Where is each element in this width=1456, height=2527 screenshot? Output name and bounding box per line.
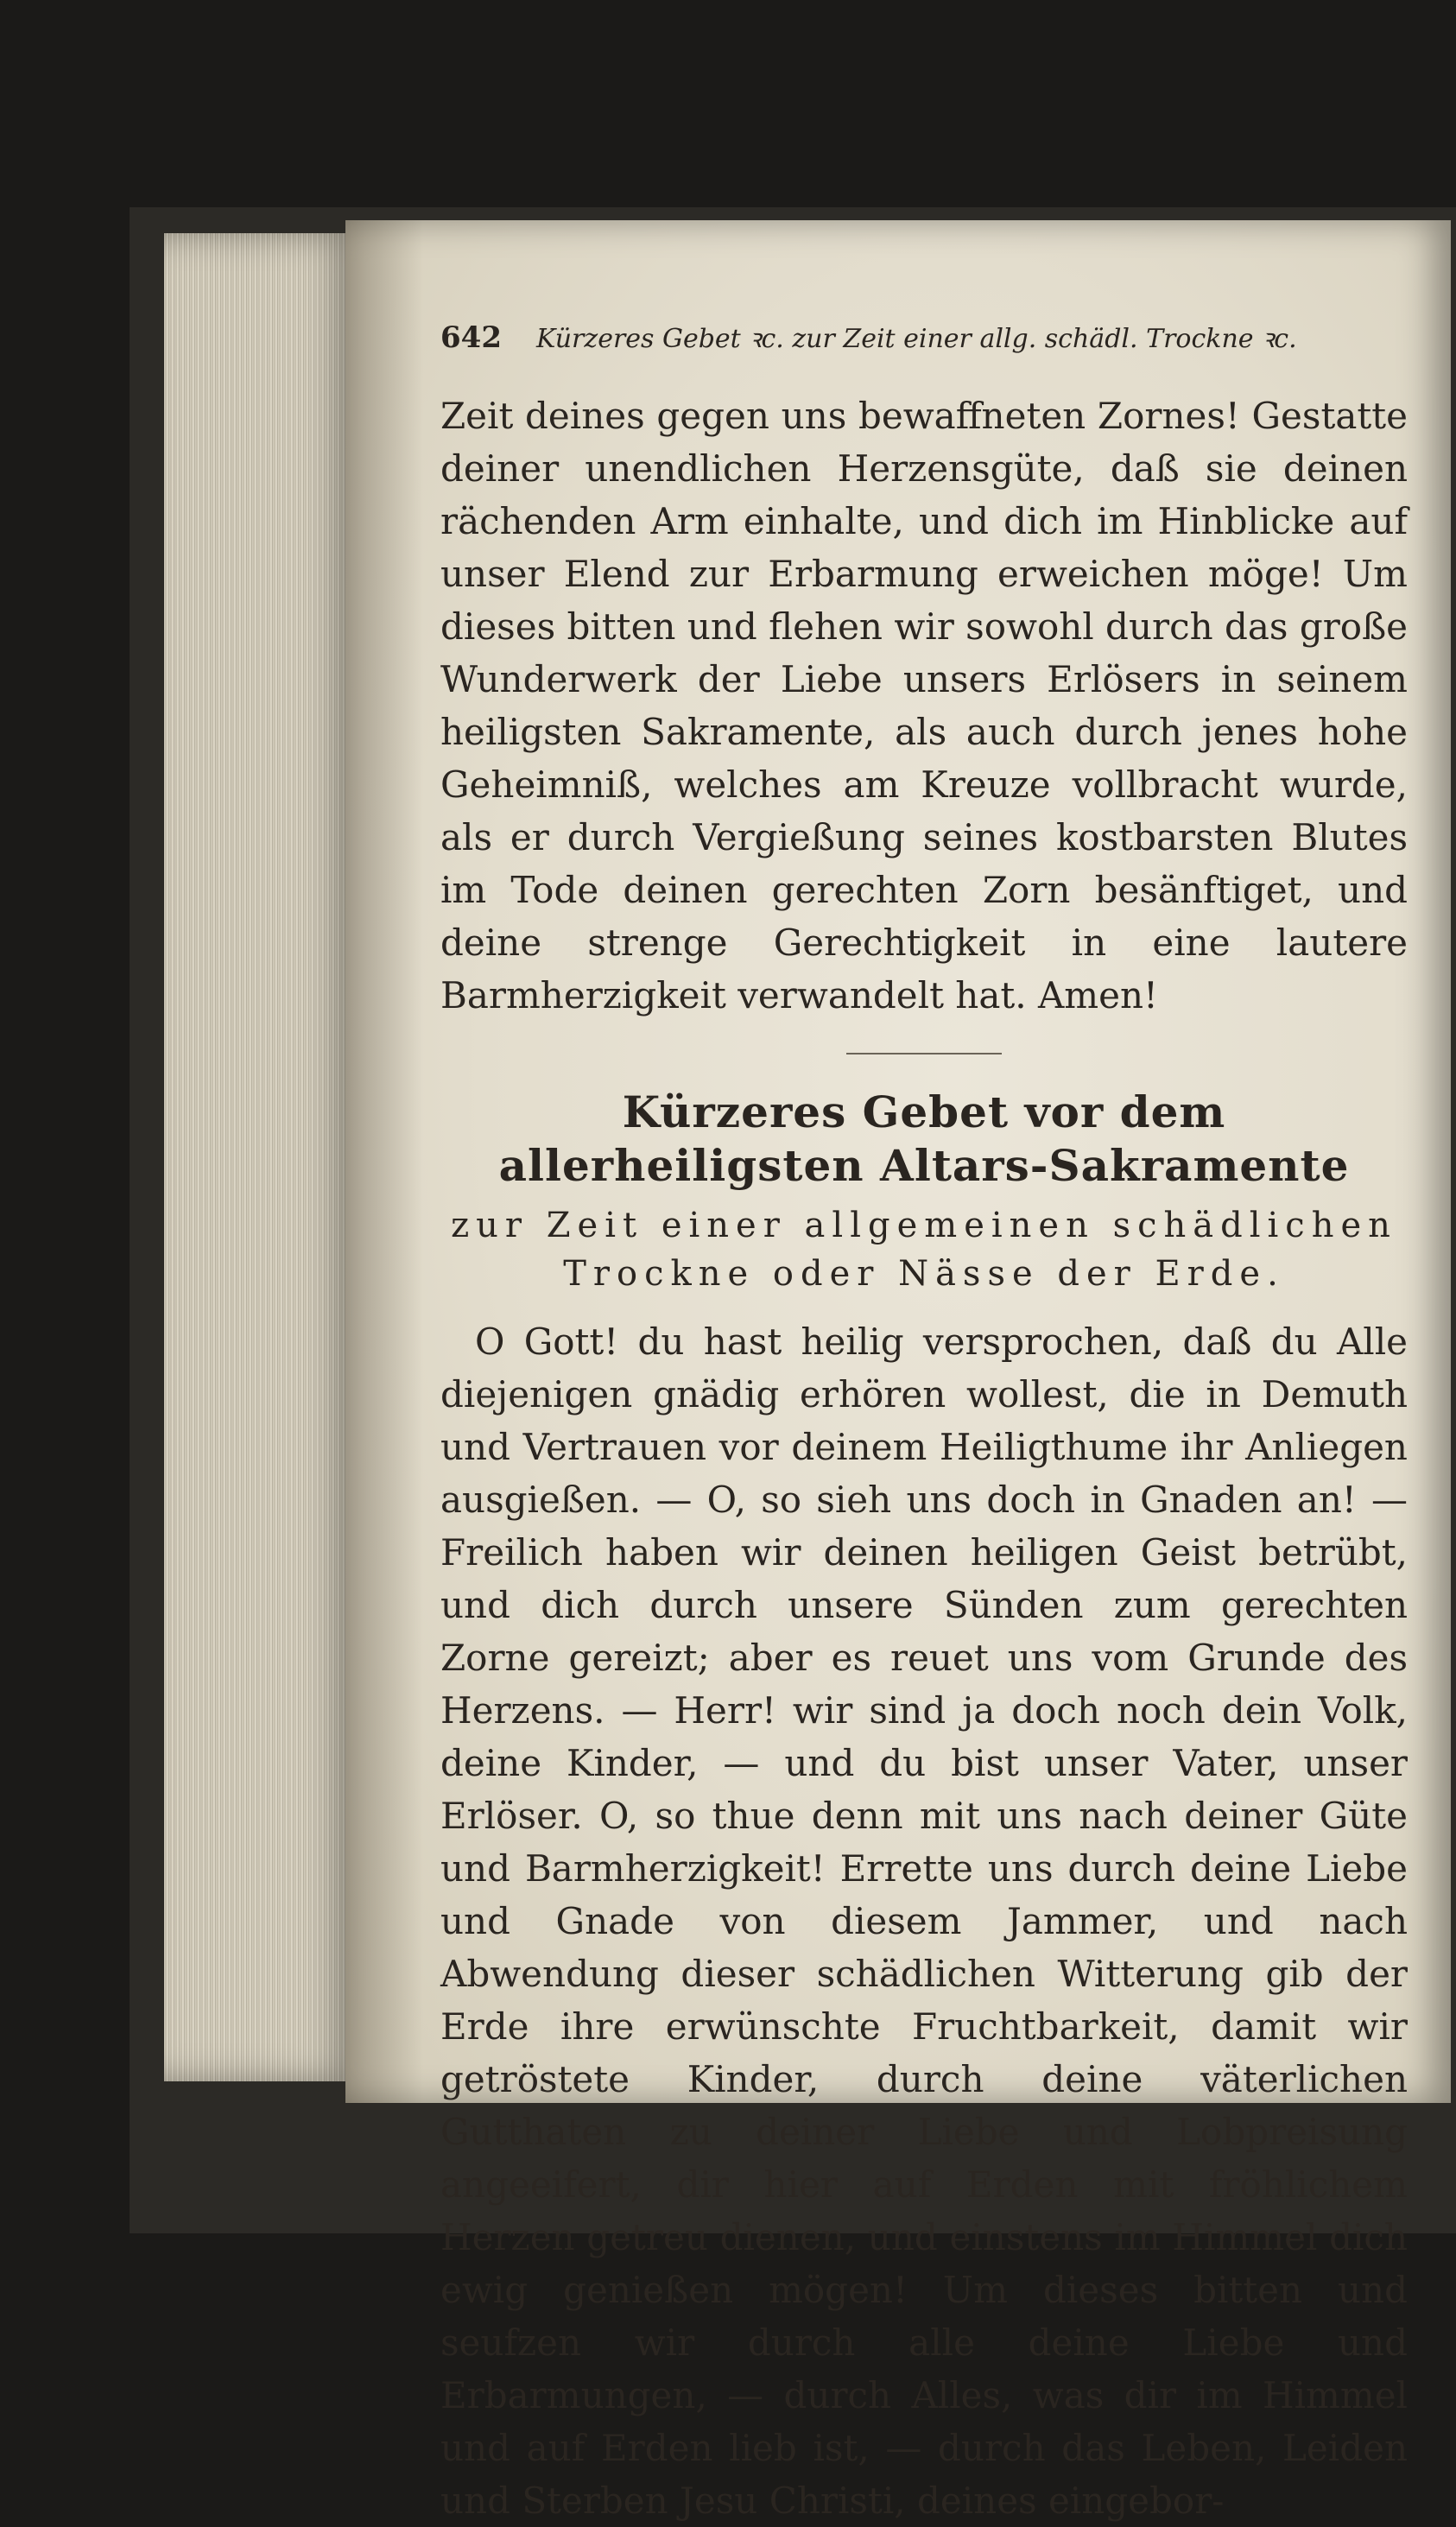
section-title: Kürzeres Gebet vor dem allerheiligsten Altars-Sakramente — [498, 1086, 1350, 1191]
section-subtitle: zur Zeit einer allgemeinen schädlichen Trockne oder Nässe der Erde. — [451, 1206, 1397, 1294]
paragraph-2: O Gott! du hast heilig versprochen, daß du Alle diejenigen gnädig erhören wollest, die in Demuth und Vertrauen vor deinem Heiligthume ihr Anliegen ausgießen. — O, so sieh uns doch in Gnaden an! — Freilich haben wir deinen heiligen Geist betrübt, und dich durch unsere Sünden zum gerechten Zorne gereizt; aber es reuet uns vom Grunde des Herzens. — Herr! wir sind ja doch noch dein Volk, deine Kinder, — und du bist unser Vater, unser Erlöser. O, so thue denn mit uns nach deiner Güte und Barmherzigkeit! Errette uns durch deine Liebe und Gnade von diesem Jammer, und nach Abwendung dieser schädlichen Witterung gib der Erde ihre erwünschte Fruchtbarkeit, damit wir getröstete Kinder, durch deine väterlichen Gutthaten zu deiner Liebe und Lobpreisung angeeifert, dir hier auf Erden mit fröhlichem Herzen getreu dienen, und einstens im Himmel dich ewig genießen mögen! Um dieses bitten und seufzen wir durch alle deine Liebe und Erbarmungen, — durch Alles, was dir im Himmel und auf Erden lieb ist, — durch das Leben, Leiden und Sterben Jesu Christi, deines eingebor- — [440, 1320, 1408, 2522]
page-edges — [164, 233, 363, 2081]
running-header — [440, 320, 1408, 355]
page-gutter-shadow — [345, 220, 423, 2103]
page-content — [440, 320, 1408, 2527]
running-title: Kürzeres Gebet ꝛc. zur Zeit einer allg. schädl. Trockne ꝛc. — [535, 324, 1297, 354]
section-divider — [846, 1053, 1002, 1054]
paragraph-1: Zeit deines gegen uns bewaffneten Zornes! Gestatte deiner unendlichen Herzensgüte, daß sie deinen rächenden Arm einhalte, und dich im Hinblicke auf unser Elend zur Erbarmung erweichen möge! Um dieses bitten und flehen wir sowohl durch das große Wunderwerk der Liebe unsers Erlösers in seinem heiligsten Sakramente, als auch durch jenes hohe Geheimniß, welches am Kreuze vollbracht wurde, als er durch Vergießung seines kostbarsten Blutes im Tode deinen gerechten Zorn besänftiget, und deine strenge Gerechtigkeit in eine lautere Barmherzigkeit verwandelt hat. Amen! — [440, 395, 1408, 1016]
page-number: 642 — [440, 320, 502, 355]
